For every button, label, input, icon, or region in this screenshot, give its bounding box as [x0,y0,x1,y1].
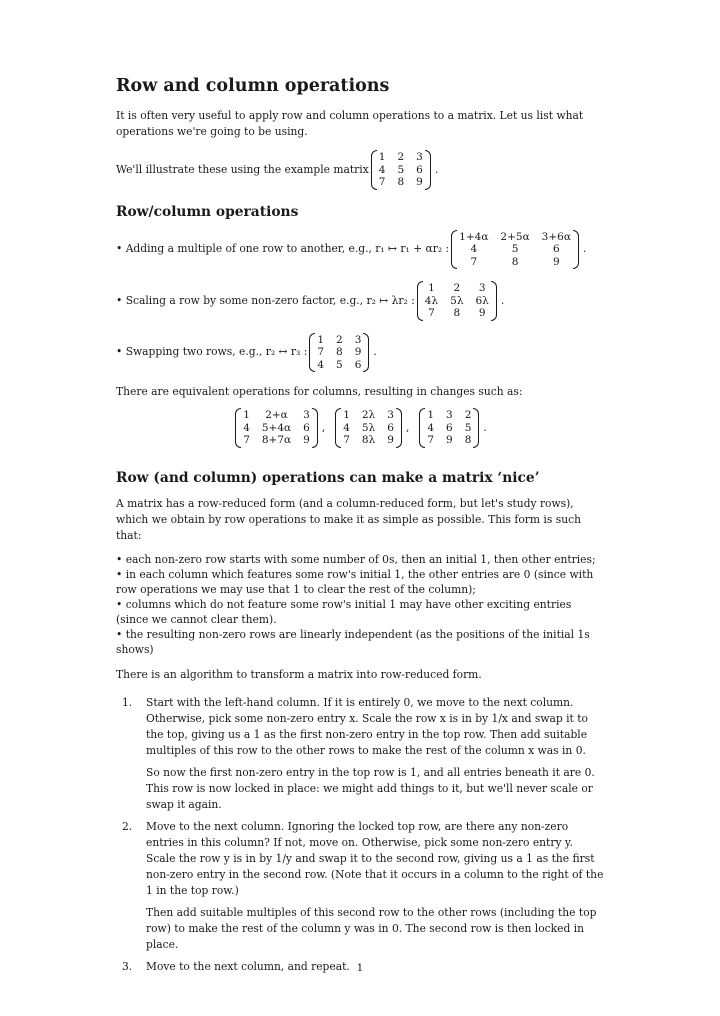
matrix-entry: 9 [446,434,453,446]
matrix-entry: 1 [428,282,435,294]
matrix-entry: 3 [303,409,310,421]
matrix-entry: 8 [336,346,343,358]
op-swap-matrix [309,333,369,373]
matrix-entry: 2λ [361,409,376,421]
matrix-entry: 8λ [361,434,376,446]
matrix-entry: 2 [336,333,343,346]
matrix-entry: 3+6α [541,230,571,243]
matrix-entry: 6 [446,421,453,434]
op-add-row: • Adding a multiple of one row to another, e.g., r₁ ↦ r₁ + αr₂ : 1+4α 2+5α 3+6α 4 5 6 7 8 9 . [116,230,587,268]
list-item: • each non-zero row starts with some number of 0s, then an initial 1, then other entries; [116,552,596,566]
op-scale-text: • Scaling a row by some non-zero factor, e.g., r₂ ↦ λr₂ : [116,293,415,307]
op-add-matrix [451,230,579,270]
list-item: • in each column which features some row's initial 1, the other entries are 0 (since with row operations we may use that 1 to clear the rest of the column); [116,567,594,596]
list-item [116,819,604,953]
matrix-entry: 1 [243,409,250,421]
matrix-entry: 1+4α [459,230,489,243]
step-text: Then add suitable multiples of this second row to the other rows (including the top row) to make the rest of the column y was in 0. The second row is then locked in place. [146,905,597,951]
matrix-entry: 8 [397,176,405,188]
matrix-entry: 9 [387,434,394,446]
matrix-entry: 6 [416,163,423,176]
matrix-entry: 4 [470,243,478,255]
matrix-entry: 6λ [475,294,489,307]
section-heading-nice: Row (and column) operations can make a matrix ‘nice’ [116,469,540,486]
matrix-entry: 7 [243,434,250,446]
matrix-entry: 9 [303,434,310,446]
matrix-entry: 7 [470,255,478,268]
matrix-entry: 4 [317,358,324,371]
bracket-right [363,333,369,373]
matrix-grid [457,230,573,270]
matrix-grid [315,333,363,373]
step-text: Move to the next column. Ignoring the locked top row, are there any non-zero entries in this column? If not, move on. Otherwise, pick some non-zero entry y. Scale the row y is in by 1/y and swap it to the second row, giving us a 1 as the first non-zero entry in the second row. (Note that it occurs in a column to the right of the 1 in the top row.) [146,819,604,897]
matrix-entry: 7 [428,307,435,319]
matrix-entry: 5+4α [261,421,292,434]
matrix-entry: 4λ [424,294,439,307]
matrix-entry: 3 [387,409,394,421]
matrix-entry: 4 [243,421,250,434]
op-add-text: • Adding a multiple of one row to another, e.g., r₁ ↦ r₁ + αr₂ : [116,242,450,256]
matrix-grid [425,408,473,448]
matrix-entry: 7 [378,176,386,188]
column-examples: 1 2+α 3 4 5+4α 6 7 8+7α 9 , 1 2λ 3 4 5λ 6 7 8λ 9 , 1 3 2 4 6 5 7 9 8 . [116,408,604,448]
matrix-entry: 9 [552,255,560,268]
columns-paragraph: There are equivalent operations for columns, resulting in changes such as: [116,385,523,398]
matrix-entry: 5λ [450,294,464,307]
op-scale-row: • Scaling a row by some non-zero factor, e.g., r₂ ↦ λr₂ : 1 2 3 4λ 5λ 6λ 7 8 9 . [116,282,505,319]
step-text: So now the first non-zero entry in the top row is 1, and all entries beneath it are 0. This row is now locked in place: we might add things to it, but we'll never scale or swap it again. [146,765,595,811]
matrix-entry: 1 [378,151,386,163]
list-item: • columns which do not feature some row's initial 1 may have other exciting entries (since we cannot clear them). [116,597,572,626]
bracket-right [573,230,579,270]
algorithm-steps [116,695,604,975]
matrix-entry: 7 [343,434,350,446]
matrix-entry: 2+5α [500,230,530,243]
matrix-entry: 9 [478,307,486,319]
col-matrix-scale [335,408,402,448]
matrix-grid [423,281,491,321]
matrix-entry: 5 [336,358,343,371]
matrix-entry: 6 [387,421,394,434]
matrix-entry: 5λ [361,421,376,434]
matrix-entry: 1 [343,409,350,421]
section-heading-operations: Row/column operations [116,203,299,220]
matrix-entry: 3 [416,151,423,163]
page-title: Row and column operations [116,76,390,96]
matrix-entry: 4 [378,163,386,176]
matrix-entry: 6 [354,358,362,371]
matrix-grid [241,408,312,448]
matrix-grid [377,150,425,190]
matrix-entry: 1 [427,409,435,421]
matrix-entry: 2 [464,409,472,421]
example-text: We'll illustrate these using the example matrix [116,162,369,176]
matrix-entry: 7 [317,346,324,358]
algorithm-intro: There is an algorithm to transform a matrix into row-reduced form. [116,667,482,681]
col-matrix-add [235,408,318,448]
matrix-entry: 4 [343,421,350,434]
matrix-entry: 9 [354,346,362,358]
matrix-entry: 5 [397,163,405,176]
bracket-right [396,408,402,448]
matrix-entry: 9 [416,176,423,188]
document-page [116,78,604,975]
bracket-right [473,408,479,448]
intro-paragraph: It is often very useful to apply row and column operations to a matrix. Let us list what operations we're going to be using. [116,109,584,138]
matrix-entry: 8 [464,434,472,446]
matrix-entry: 3 [354,333,362,346]
matrix-entry: 1 [317,333,324,346]
op-scale-matrix [417,281,497,321]
matrix-entry: 2 [453,282,461,294]
matrix-entry: 8 [511,255,519,268]
matrix-entry: 6 [303,421,310,434]
step-text: Move to the next column, and repeat. [146,959,350,973]
op-swap-text: • Swapping two rows, e.g., r₂ ↔ r₃ : [116,345,308,359]
matrix-entry: 2+α [265,409,288,421]
list-item: • the resulting non-zero rows are linearly independent (as the positions of the initial 1s shows) [116,627,590,656]
list-item [116,695,604,813]
bracket-right [425,150,431,190]
bracket-right [312,408,318,448]
matrix-entry: 5 [511,243,519,255]
col-matrix-swap [419,408,479,448]
matrix-entry: 8 [453,307,461,319]
matrix-entry: 2 [397,151,405,163]
matrix-entry: 6 [552,243,560,255]
op-swap-row: • Swapping two rows, e.g., r₂ ↔ r₃ : 1 2 3 7 8 9 4 5 6 . [116,333,377,371]
matrix-entry: 8+7α [261,434,292,446]
step-number: 1. [122,695,133,709]
row-reduced-paragraph: A matrix has a row-reduced form (and a column-reduced form, but let's study rows), which we obtain by row operations to make it as simple as possible. This form is such that: [116,496,581,542]
matrix-entry: 4 [427,421,435,434]
matrix-entry: 5 [464,421,472,434]
example-matrix [371,150,431,190]
matrix-grid [341,408,396,448]
matrix-entry: 3 [478,282,486,294]
bracket-right [491,281,497,321]
step-text: Start with the left-hand column. If it is entirely 0, we move to the next column. Otherwise, pick some non-zero entry x. Scale the row x is in by 1/x and swap it to the top, giving us a 1 as the first non-zero entry in the top row. Then add suitable multiples of this row to the other rows to make the rest of the column x was in 0. [146,695,588,757]
matrix-entry: 3 [446,409,453,421]
page-number: 1 [356,962,364,974]
example-row: We'll illustrate these using the example matrix 1 2 3 4 5 6 7 8 9 . [116,151,439,188]
matrix-entry: 7 [427,434,435,446]
step-number: 2. [122,819,133,833]
step-number: 3. [122,959,133,973]
properties-list [116,552,604,657]
